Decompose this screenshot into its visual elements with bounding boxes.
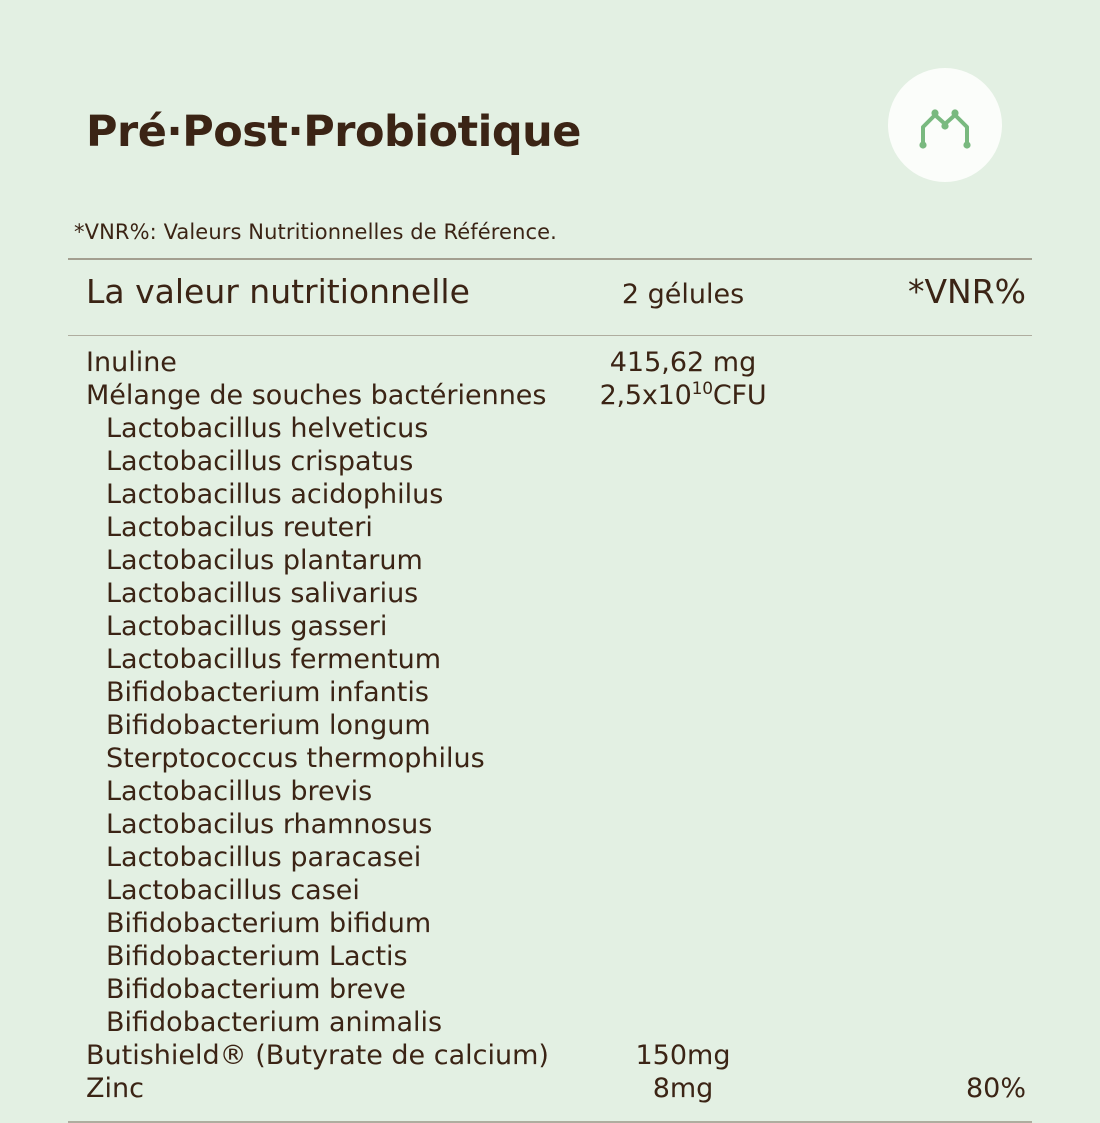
row-ingredient-name: Bifidobacterium Lactis — [106, 941, 408, 973]
row-dose-value: 415,62 mg — [609, 347, 757, 379]
table-row — [68, 1039, 1032, 1072]
table-row — [68, 742, 1032, 775]
column-header-vnr: *VNR% — [907, 271, 1026, 311]
column-header-name: La valeur nutritionnelle — [86, 271, 470, 311]
table-row — [68, 544, 1032, 577]
table-row — [68, 643, 1032, 676]
table-row — [68, 676, 1032, 709]
row-ingredient-name: Lactobacillus acidophilus — [106, 479, 444, 511]
table-top-divider — [68, 258, 1032, 260]
table-header-row — [68, 260, 1032, 321]
dose-base: 2,5x10 — [599, 380, 692, 412]
column-header-dose: 2 gélules — [621, 278, 745, 310]
row-ingredient-name: Lactobacillus crispatus — [106, 446, 414, 478]
table-row — [68, 907, 1032, 940]
table-row — [68, 1006, 1032, 1039]
row-ingredient-name: Lactobacillus gasseri — [106, 611, 388, 643]
table-row — [68, 412, 1032, 445]
row-ingredient-name: Lactobacilus rhamnosus — [106, 809, 433, 841]
table-row — [68, 973, 1032, 1006]
table-row — [68, 478, 1032, 511]
table-row — [68, 775, 1032, 808]
row-ingredient-name: Lactobacilus plantarum — [106, 545, 423, 577]
dose-unit: CFU — [712, 380, 767, 412]
row-ingredient-name: Zinc — [86, 1073, 144, 1105]
dose-exponent: 10 — [691, 379, 713, 400]
row-ingredient-name: Lactobacillus casei — [106, 875, 360, 907]
probiotic-molecule-icon — [913, 93, 977, 157]
row-ingredient-name: Inuline — [86, 347, 177, 379]
row-ingredient-name: Lactobacillus salivarius — [106, 578, 419, 610]
row-ingredient-name: Sterptococcus thermophilus — [106, 743, 485, 775]
table-row — [68, 874, 1032, 907]
row-dose-value: 8mg — [652, 1073, 714, 1105]
table-row — [68, 511, 1032, 544]
row-dose-value: 150mg — [635, 1040, 731, 1072]
table-header-divider — [68, 335, 1032, 337]
table-row — [68, 841, 1032, 874]
table-row — [68, 808, 1032, 841]
row-ingredient-name: Lactobacilus reuteri — [106, 512, 373, 544]
label-header — [68, 0, 1032, 182]
table-row — [68, 709, 1032, 742]
nutrition-table-body — [68, 336, 1032, 1105]
row-ingredient-name: Bifidobacterium animalis — [106, 1007, 443, 1039]
row-vnr-value: 80% — [965, 1073, 1026, 1105]
table-row — [68, 940, 1032, 973]
table-row — [68, 379, 1032, 412]
row-ingredient-name: Butishield® (Butyrate de calcium) — [86, 1040, 549, 1072]
table-row — [68, 610, 1032, 643]
row-ingredient-name: Lactobacillus paracasei — [106, 842, 422, 874]
table-row — [68, 1072, 1032, 1105]
brand-logo-badge — [888, 68, 1002, 182]
row-dose-value — [538, 379, 828, 412]
row-ingredient-name: Bifidobacterium longum — [106, 710, 431, 742]
table-row — [68, 346, 1032, 379]
row-ingredient-name: Lactobacillus fermentum — [106, 644, 442, 676]
row-ingredient-name: Mélange de souches bactériennes — [86, 380, 547, 412]
table-row — [68, 445, 1032, 478]
table-row — [68, 577, 1032, 610]
row-ingredient-name: Bifidobacterium bifidum — [106, 908, 432, 940]
vnr-footnote: *VNR%: Valeurs Nutritionnelles de Référence. — [74, 220, 557, 244]
page-title: Pré·Post·Probiotique — [86, 106, 581, 157]
row-ingredient-name: Bifidobacterium infantis — [106, 677, 429, 709]
row-ingredient-name: Lactobacillus helveticus — [106, 413, 429, 445]
row-ingredient-name: Bifidobacterium breve — [106, 974, 406, 1006]
row-ingredient-name: Lactobacillus brevis — [106, 776, 373, 808]
